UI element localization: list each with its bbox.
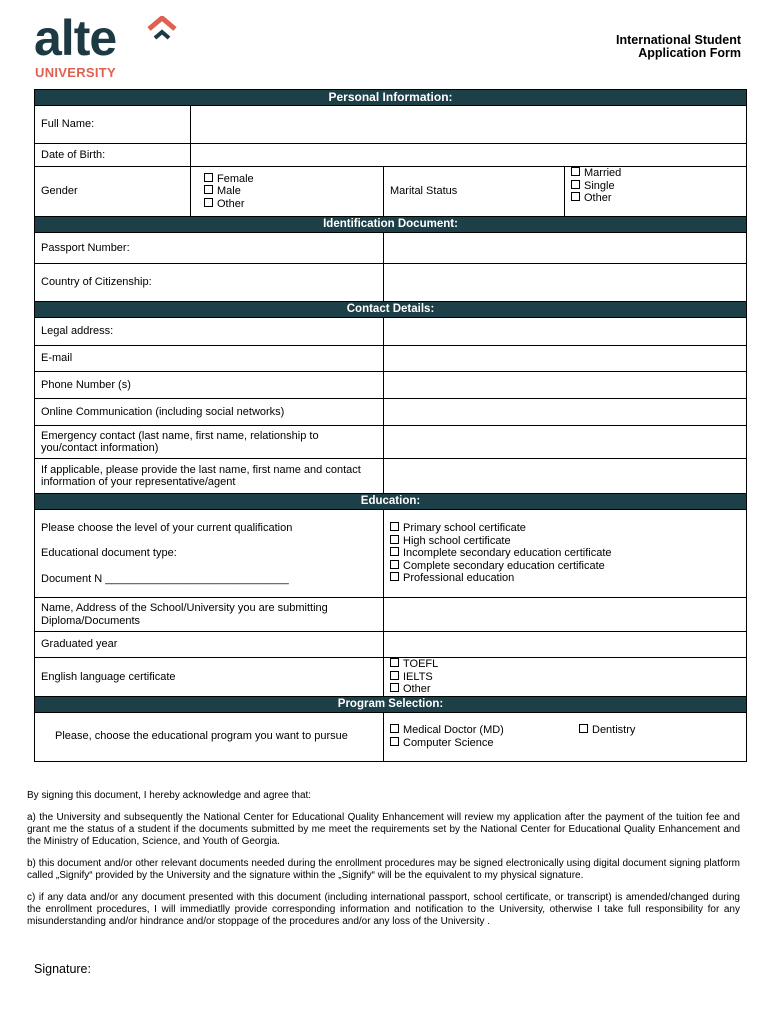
terms-clause-b: b) this document and/or other relevant documents needed during the enrollment procedures may be signed electronically using digital document signing platform called „Signify“ provided by the University and the signature within the „Signify“ will be the equivalent to my physical signature. — [27, 858, 740, 881]
representative-label: If applicable, please provide the last name, first name and contact information of your representative/agent — [35, 459, 384, 494]
checkbox-icon[interactable] — [390, 522, 399, 531]
english-certificate-options — [384, 658, 747, 697]
marital-single-option[interactable] — [571, 180, 740, 193]
checkbox-icon[interactable] — [390, 671, 399, 680]
university-logo — [34, 10, 184, 82]
legal-address-label: Legal address: — [35, 318, 384, 346]
checkbox-icon[interactable] — [579, 724, 588, 733]
email-field[interactable] — [384, 346, 747, 372]
full-name-label: Full Name: — [35, 106, 191, 144]
form-title-line1: International Student — [616, 33, 741, 47]
doc-type-label: Educational document type: — [41, 547, 177, 560]
logo-subtitle: UNIVERSITY — [35, 65, 117, 80]
school-field[interactable] — [384, 598, 747, 632]
qualification-label: Please choose the level of your current qualification — [41, 521, 293, 534]
marital-status-label: Marital Status — [384, 167, 565, 217]
online-communication-label: Online Communication (including social networks) — [35, 399, 384, 426]
option-label: Dentistry — [592, 723, 636, 736]
checkbox-icon[interactable] — [390, 547, 399, 556]
graduated-year-label: Graduated year — [35, 632, 384, 658]
option-label: Computer Science — [403, 736, 494, 749]
terms-intro: By signing this document, I hereby acknowledge and agree that: — [27, 790, 312, 801]
application-form-table — [34, 89, 747, 762]
marital-married-option[interactable] — [571, 167, 740, 180]
option-label: Incomplete secondary education certificate — [403, 547, 612, 560]
form-title — [616, 34, 741, 60]
option-medical-doctor[interactable] — [390, 724, 740, 737]
terms-clause-c: c) if any data and/or any document presented with this document (including international passport, school certificate, or transcript) is amended/changed during the enrollment procedures, I will immediatlly provide corresponding information and notification to the University, otherwise I take full responsibility for any misunderstanding and/or hindrance and/or stoppage of the procedures and/or any loss of the University . — [27, 892, 740, 927]
legal-address-field[interactable] — [384, 318, 747, 346]
section-program-selection: Program Selection: — [35, 696, 747, 712]
passport-number-field[interactable] — [384, 233, 747, 264]
option-professional-education[interactable] — [390, 572, 740, 585]
terms-clause-a: a) the University and subsequently the National Center for Educational Quality Enhancement will review my application after the payment of the tuition fee and grant me the status of a student if the documents submitted by me meet the requirements set by the National Center for Educational Quality Enhancement and the Ministry of Education, Science, and Youth of Georgia. — [27, 812, 740, 847]
section-contact-details: Contact Details: — [35, 302, 747, 318]
option-complete-secondary[interactable] — [390, 560, 740, 573]
checkbox-icon[interactable] — [390, 560, 399, 569]
emergency-contact-label: Emergency contact (last name, first name, relationship to you/contact information) — [35, 426, 384, 459]
phone-label: Phone Number (s) — [35, 372, 384, 399]
checkbox-icon[interactable] — [390, 683, 399, 692]
representative-field[interactable] — [384, 459, 747, 494]
option-label: IELTS — [403, 670, 433, 683]
gender-other-option[interactable] — [204, 198, 377, 211]
graduated-year-field[interactable] — [384, 632, 747, 658]
passport-number-label: Passport Number: — [35, 233, 384, 264]
checkbox-icon[interactable] — [390, 535, 399, 544]
checkbox-icon[interactable] — [571, 180, 580, 189]
signature-label: Signature: — [34, 962, 91, 976]
citizenship-label: Country of Citizenship: — [35, 264, 384, 302]
full-name-field[interactable] — [191, 106, 747, 144]
option-incomplete-secondary[interactable] — [390, 547, 740, 560]
section-personal-information: Personal Information: — [35, 90, 747, 106]
checkbox-icon[interactable] — [204, 185, 213, 194]
qualification-cell — [35, 510, 384, 598]
gender-male-option[interactable] — [204, 185, 377, 198]
checkbox-icon[interactable] — [390, 724, 399, 733]
option-label: Other — [217, 197, 245, 210]
option-label: Single — [584, 179, 615, 192]
option-label: Other — [584, 192, 612, 204]
online-communication-field[interactable] — [384, 399, 747, 426]
section-education: Education: — [35, 494, 747, 510]
checkbox-icon[interactable] — [571, 167, 580, 176]
doc-number-label: Document N ______________________________ — [41, 572, 289, 585]
logo-roof-icon — [146, 16, 178, 42]
checkbox-icon[interactable] — [390, 658, 399, 667]
option-label: Other — [403, 683, 431, 695]
option-label: TOEFL — [403, 658, 439, 670]
section-identification-document: Identification Document: — [35, 217, 747, 233]
english-certificate-label: English language certificate — [35, 658, 384, 697]
option-label: Professional education — [403, 572, 515, 585]
option-label: Married — [584, 167, 622, 179]
marital-other-option[interactable] — [571, 192, 740, 205]
program-label: Please, choose the educational program you want to pursue — [35, 712, 384, 761]
option-label: Male — [217, 185, 241, 198]
gender-female-option[interactable] — [204, 173, 377, 186]
option-toefl[interactable] — [390, 658, 740, 671]
dob-field[interactable] — [191, 144, 747, 167]
citizenship-field[interactable] — [384, 264, 747, 302]
option-ielts[interactable] — [390, 671, 740, 684]
option-label: Medical Doctor (MD) — [403, 724, 504, 736]
marital-options — [565, 167, 747, 217]
terms-section — [27, 790, 740, 938]
option-label: Female — [217, 172, 254, 185]
form-title-line2: Application Form — [638, 46, 741, 60]
logo-wordmark: alte — [34, 10, 117, 66]
program-options — [384, 712, 747, 761]
option-dentistry[interactable] — [579, 724, 635, 737]
option-english-other[interactable] — [390, 683, 740, 696]
option-computer-science[interactable] — [390, 737, 740, 750]
checkbox-icon[interactable] — [571, 192, 580, 201]
phone-field[interactable] — [384, 372, 747, 399]
option-label: High school certificate — [403, 534, 511, 547]
option-label: Complete secondary education certificate — [403, 559, 605, 572]
gender-options — [191, 167, 384, 217]
email-label: E-mail — [35, 346, 384, 372]
checkbox-icon[interactable] — [204, 173, 213, 182]
school-label: Name, Address of the School/University you are submitting Diploma/Documents — [35, 598, 384, 632]
dob-label: Date of Birth: — [35, 144, 191, 167]
checkbox-icon[interactable] — [390, 572, 399, 581]
checkbox-icon[interactable] — [204, 198, 213, 207]
gender-label: Gender — [35, 167, 191, 217]
checkbox-icon[interactable] — [390, 737, 399, 746]
qualification-options — [384, 510, 747, 598]
option-primary-school[interactable] — [390, 522, 740, 535]
option-high-school[interactable] — [390, 535, 740, 548]
emergency-contact-field[interactable] — [384, 426, 747, 459]
option-label: Primary school certificate — [403, 522, 526, 535]
